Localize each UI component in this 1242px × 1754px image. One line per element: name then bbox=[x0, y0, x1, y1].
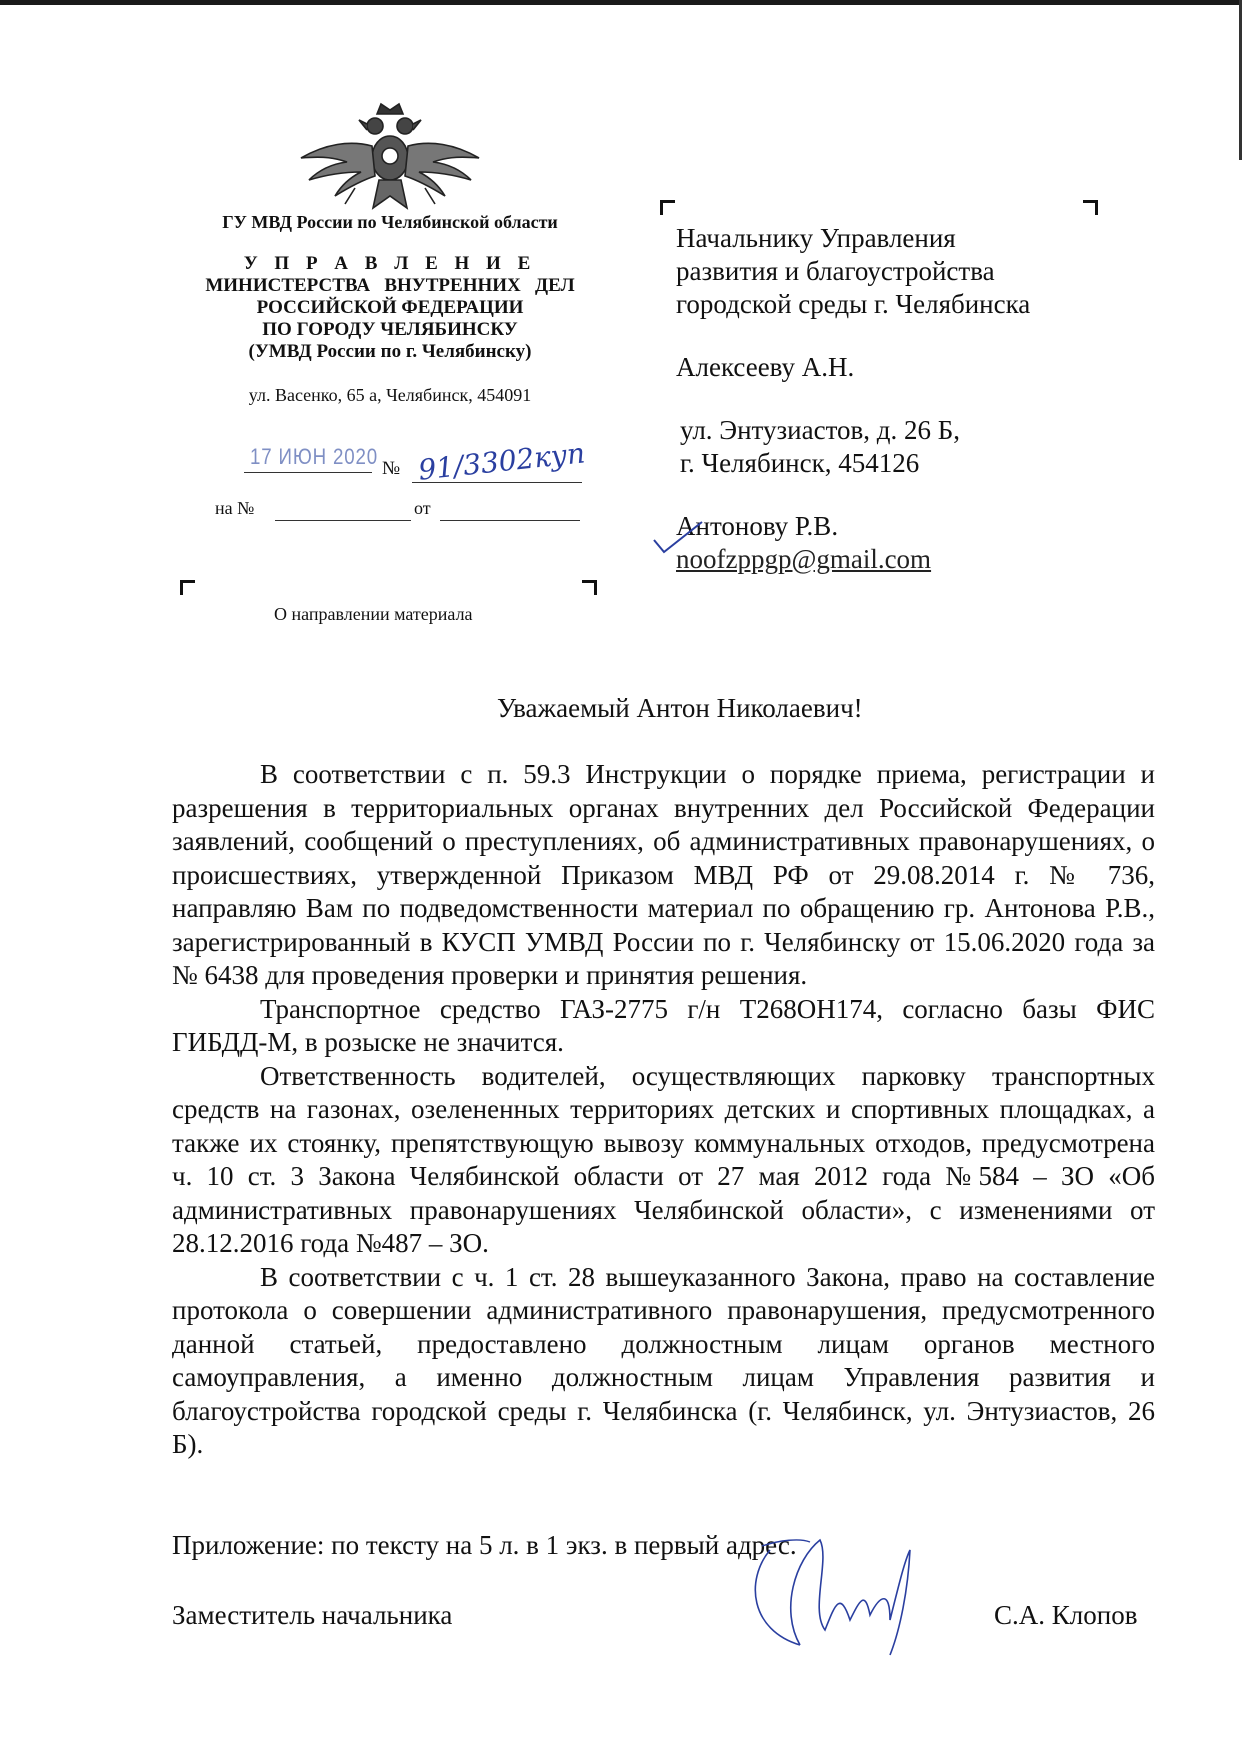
addressee-line-1: Начальнику Управления bbox=[676, 223, 956, 253]
body-paragraph: В соответствии с п. 59.3 Инструкции о порядке приема, регистрации и разрешения в территориальных органах внутренних дел Российской Федерации заявлений, сообщений о преступлениях, об административных правонарушениях, о происшествиях, утвержденной Приказом МВД РФ от 29.08.2014 г. № 736, направляю Вам по подведомственности материал по обращению гр. Антонова Р.В., зарегистрированный в КУСП УМВД России по г. Челябинску от 15.06.2020 года за № 6438 для проведения проверки и принятия решения. bbox=[172, 759, 1155, 990]
ref-date-label: от bbox=[414, 498, 431, 518]
body-paragraph: Транспортное средство ГАЗ-2775 г/н Т268ОН174, согласно базы ФИС ГИБДД-М, в розыске не значится. bbox=[172, 993, 1155, 1057]
signer-position: Заместитель начальника bbox=[172, 1600, 453, 1630]
addressee-address-line-1: ул. Энтузиастов, д. 26 Б, bbox=[680, 415, 961, 445]
org-name-line-4: ПО ГОРОДУ ЧЕЛЯБИНСКУ bbox=[262, 319, 518, 340]
letter-subject: О направлении материала bbox=[274, 604, 473, 624]
organization-name bbox=[160, 253, 620, 363]
subject-corner-right bbox=[582, 580, 597, 595]
letter-body bbox=[172, 758, 1155, 1462]
double-headed-eagle-emblem-icon bbox=[295, 100, 485, 212]
addressee-corner-right bbox=[1083, 200, 1098, 215]
addressee-email[interactable]: noofzppgp@gmail.com bbox=[676, 544, 932, 574]
org-name-line-2: МИНИСТЕРСТВА ВНУТРЕННИХ ДЕЛ bbox=[205, 275, 575, 296]
body-paragraph: В соответствии с ч. 1 ст. 28 вышеуказанного Закона, право на составление протокола о совершении административного правонарушения, предусмотренного данной статьей, предоставлено должностным лицам органов местного самоуправления, а именно должностным лицам Управления развития и благоустройства городской среды г. Челябинска (г. Челябинск, ул. Энтузиастов, 26 Б). bbox=[172, 1261, 1155, 1459]
body-paragraph: Ответственность водителей, осуществляющих парковку транспортных средств на газонах, озелененных территориях детских и спортивных площадках, а также их стоянку, препятствующую вывозу коммунальных отходов, предусмотрена ч. 10 ст. 3 Закона Челябинской области от 27 мая 2012 года №584 – ЗО «Об административных правонарушениях Челябинской области», с изменениями от 28.12.2016 года №487 – ЗО. bbox=[172, 1060, 1155, 1258]
addressee-line-2: развития и благоустройства bbox=[676, 256, 995, 286]
scan-border-top bbox=[0, 0, 1242, 5]
org-name-line-1: У П Р А В Л Е Н И Е bbox=[243, 253, 537, 274]
addressee-name-2: Антонову Р.В. bbox=[676, 511, 839, 541]
attachment-note: Приложение: по тексту на 5 л. в 1 экз. в первый адрес. bbox=[172, 1530, 797, 1560]
addressee-line-3: городской среды г. Челябинска bbox=[676, 289, 1031, 319]
letterhead bbox=[160, 100, 620, 406]
parent-organization: ГУ МВД России по Челябинской области bbox=[222, 212, 558, 232]
signer-name: С.А. Клопов bbox=[994, 1600, 1138, 1630]
addressee-block bbox=[676, 222, 1096, 576]
ref-number-label: на № bbox=[215, 498, 255, 518]
handwritten-signature bbox=[740, 1520, 970, 1660]
org-name-line-5: (УМВД России по г. Челябинску) bbox=[248, 341, 532, 362]
salutation: Уважаемый Антон Николаевич! bbox=[497, 693, 863, 723]
number-underline bbox=[412, 482, 582, 483]
addressee-name-1: Алексееву А.Н. bbox=[676, 352, 855, 382]
handwritten-outgoing-number: 91/3302куп bbox=[416, 436, 587, 487]
number-sign: № bbox=[382, 458, 401, 479]
check-mark-icon bbox=[652, 520, 704, 554]
subject-corner-left bbox=[180, 580, 195, 595]
ref-date-line bbox=[440, 520, 580, 521]
addressee-address-line-2: г. Челябинск, 454126 bbox=[680, 448, 920, 478]
org-name-line-3: РОССИЙСКОЙ ФЕДЕРАЦИИ bbox=[256, 297, 524, 318]
ref-number-line bbox=[275, 520, 411, 521]
date-stamp: 17 ИЮН 2020 bbox=[250, 444, 378, 469]
addressee-corner-left bbox=[660, 200, 675, 215]
date-underline bbox=[244, 472, 372, 473]
organization-address: ул. Васенко, 65 а, Челябинск, 454091 bbox=[248, 385, 532, 405]
